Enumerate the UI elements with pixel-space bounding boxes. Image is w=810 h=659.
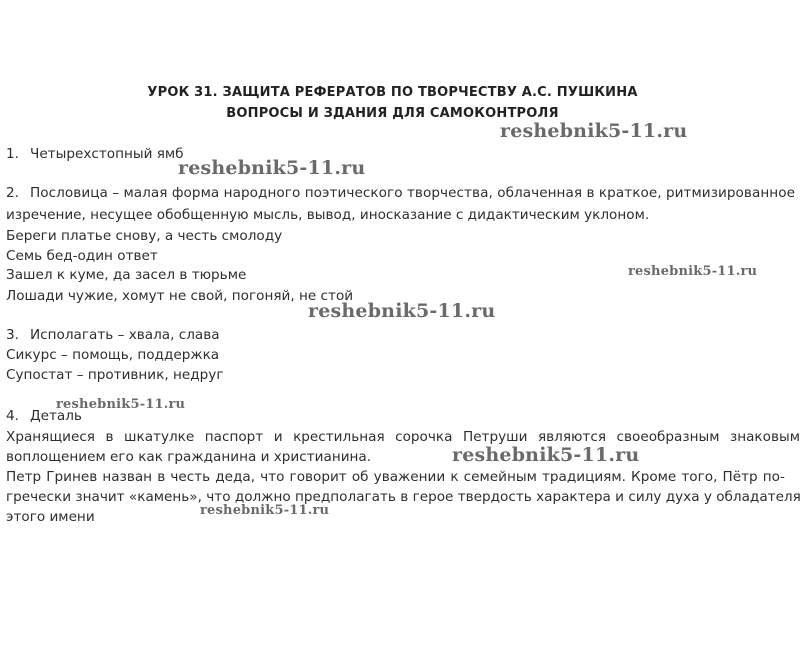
- proverb-4: Лошади чужие, хомут не свой, погоняй, не стой: [6, 288, 354, 304]
- watermark: reshebnik5-11.ru: [500, 120, 688, 142]
- page-title-line-2: ВОПРОСЫ И ЗДАНИЯ ДЛЯ САМОКОНТРОЛЯ: [226, 106, 559, 121]
- answer-4-p2-line-1: Петр Гринев назван в честь деда, что говорит об уважении к семейным традициям. Кроме того, Пётр по-: [6, 469, 785, 485]
- watermark: reshebnik5-11.ru: [628, 264, 758, 279]
- answer-4-p1-line-2: воплощением его как гражданина и христианина.: [6, 449, 372, 465]
- watermark: reshebnik5-11.ru: [308, 300, 496, 322]
- glossary-2: Сикурс – помощь, поддержка: [6, 347, 220, 363]
- proverb-1: Береги платье снову, а честь смолоду: [6, 228, 283, 244]
- answer-2-line-2: изречение, несущее обобщенную мысль, вывод, иносказание с дидактическим уклоном.: [6, 207, 650, 223]
- answer-4-p1-line-1: Хранящиеся в шкатулке паспорт и крестильная сорочка Петруши являются своеобразным знаковым: [6, 429, 800, 445]
- watermark: reshebnik5-11.ru: [452, 444, 640, 466]
- answer-1: [6, 146, 184, 162]
- answer-2-line-1: [6, 185, 796, 201]
- answer-4-heading-text: Деталь: [30, 408, 82, 424]
- proverb-3: Зашел к куме, да засел в тюрьме: [6, 267, 247, 283]
- watermark: reshebnik5-11.ru: [56, 397, 186, 412]
- answer-4-p2-line-2: гречески значит «камень», что должно предполагать в герое твердость характера и силу духа у обладателя: [6, 489, 801, 505]
- answer-3-line-1: [6, 327, 220, 343]
- watermark: reshebnik5-11.ru: [200, 503, 330, 518]
- proverb-2: Семь бед-один ответ: [6, 248, 158, 264]
- watermark: reshebnik5-11.ru: [178, 157, 366, 179]
- glossary-1: Исполагать – хвала, слава: [30, 327, 220, 343]
- glossary-3: Супостат – противник, недруг: [6, 367, 224, 383]
- page-title-line-1: УРОК 31. ЗАЩИТА РЕФЕРАТОВ ПО ТВОРЧЕСТВУ А.С. ПУШКИНА: [147, 85, 638, 100]
- answer-1-text: Четырехстопный ямб: [30, 146, 184, 162]
- answer-2-number: 2.: [6, 185, 19, 201]
- answer-2-text-line-1: Пословица – малая форма народного поэтического творчества, облаченная в краткое, ритмизированное: [30, 185, 796, 201]
- answer-1-number: 1.: [6, 146, 19, 162]
- answer-4-number: 4.: [6, 408, 19, 424]
- answer-3-number: 3.: [6, 327, 19, 343]
- answer-4-p2-line-3: этого имени: [6, 509, 95, 525]
